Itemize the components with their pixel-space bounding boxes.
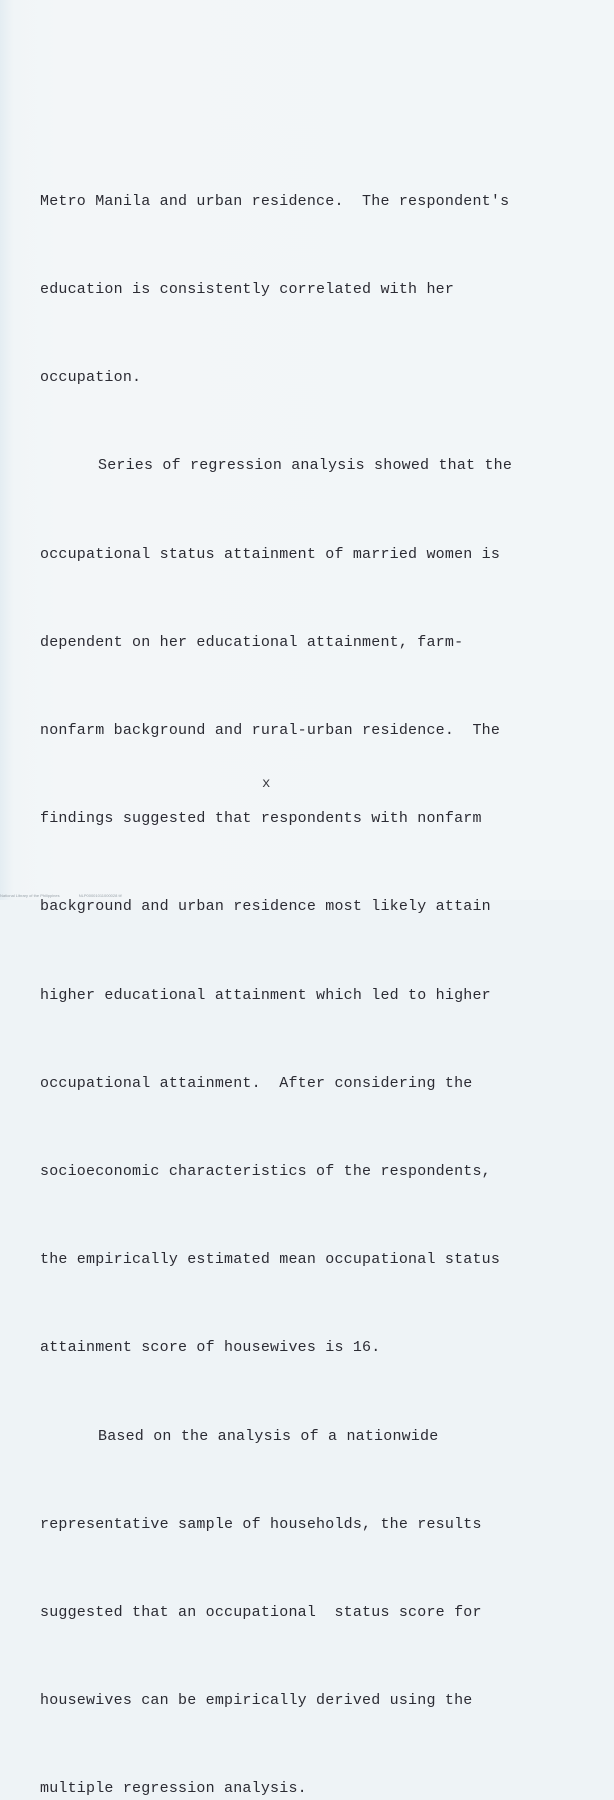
text-line: attainment score of housewives is 16.: [40, 1339, 381, 1357]
text-line: dependent on her educational attainment, farm-: [40, 633, 464, 651]
text-line: background and urban residence most likely attain: [40, 898, 491, 916]
text-line: the empirically estimated mean occupational status: [40, 1251, 501, 1269]
text-line: education is consistently correlated with her: [40, 281, 455, 299]
text-line: Based on the analysis of a nationwide: [98, 1427, 439, 1445]
text-line: housewives can be empirically derived using the: [40, 1692, 473, 1710]
scan-footer: [0, 893, 122, 898]
text-line: representative sample of households, the results: [40, 1515, 482, 1533]
body-text: [40, 128, 600, 1800]
text-line: Metro Manila and urban residence. The respondent's: [40, 192, 510, 210]
text-line: occupation.: [40, 369, 142, 387]
text-line: occupational attainment. After considering the: [40, 1074, 473, 1092]
text-line: suggested that an occupational status score for: [40, 1604, 482, 1622]
footer-library: National Library of the Philippines: [0, 893, 60, 898]
text-line: occupational status attainment of married women is: [40, 545, 501, 563]
text-line: socioeconomic characteristics of the respondents,: [40, 1163, 491, 1181]
text-line: findings suggested that respondents with nonfarm: [40, 810, 482, 828]
footer-code: NLP00001011000028 tif: [78, 893, 122, 898]
text-line: nonfarm background and rural-urban residence. The: [40, 722, 501, 740]
text-line: higher educational attainment which led to higher: [40, 986, 491, 1004]
text-line: multiple regression analysis.: [40, 1780, 307, 1798]
text-line: Series of regression analysis showed that the: [98, 457, 513, 475]
page-number: x: [262, 776, 271, 792]
